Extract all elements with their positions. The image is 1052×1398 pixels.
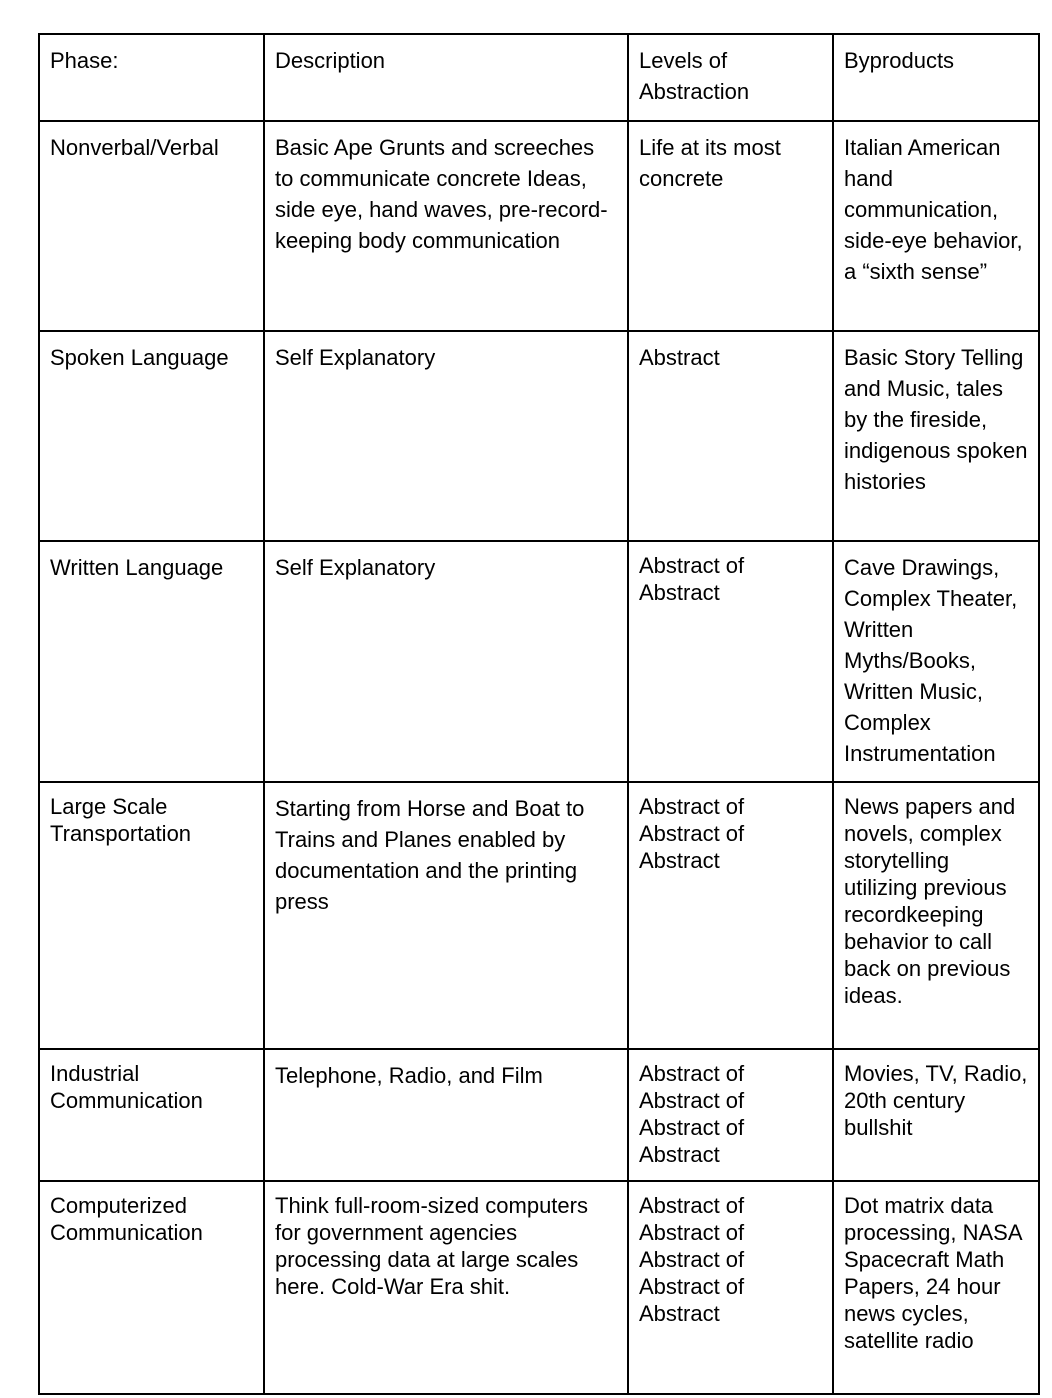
levels-cell: Abstract (628, 331, 833, 541)
byproducts-cell: Dot matrix data processing, NASA Spacecraft Math Papers, 24 hour news cycles, satellite radio (833, 1181, 1039, 1394)
description-cell: Starting from Horse and Boat to Trains and Planes enabled by documentation and the printing press (264, 782, 628, 1049)
table-row (39, 121, 1039, 331)
description-cell: Self Explanatory (264, 541, 628, 782)
phase-cell: Nonverbal/Verbal (39, 121, 264, 331)
header-byproducts: Byproducts (833, 34, 1039, 121)
description-cell: Telephone, Radio, and Film (264, 1049, 628, 1181)
levels-cell: Abstract of Abstract of Abstract of Abstract of Abstract (628, 1181, 833, 1394)
byproducts-cell: News papers and novels, complex storytelling utilizing previous recordkeeping behavior to call back on previous ideas. (833, 782, 1039, 1049)
levels-cell: Abstract of Abstract (628, 541, 833, 782)
table-row (39, 782, 1039, 1049)
table-row (39, 1181, 1039, 1394)
phase-cell: Industrial Communication (39, 1049, 264, 1181)
header-row (39, 34, 1039, 121)
header-phase: Phase: (39, 34, 264, 121)
byproducts-cell: Movies, TV, Radio, 20th century bullshit (833, 1049, 1039, 1181)
description-cell: Self Explanatory (264, 331, 628, 541)
table-row (39, 541, 1039, 782)
description-cell: Think full-room-sized computers for government agencies processing data at large scales here. Cold-War Era shit. (264, 1181, 628, 1394)
byproducts-cell: Basic Story Telling and Music, tales by the fireside, indigenous spoken histories (833, 331, 1039, 541)
phase-cell: Written Language (39, 541, 264, 782)
levels-cell: Life at its most concrete (628, 121, 833, 331)
phase-cell: Spoken Language (39, 331, 264, 541)
byproducts-cell: Cave Drawings, Complex Theater, Written Myths/Books, Written Music, Complex Instrumentation (833, 541, 1039, 782)
phase-cell: Computerized Communication (39, 1181, 264, 1394)
levels-cell: Abstract of Abstract of Abstract (628, 782, 833, 1049)
header-description: Description (264, 34, 628, 121)
table-row (39, 1049, 1039, 1181)
byproducts-cell: Italian American hand communication, side-eye behavior, a “sixth sense” (833, 121, 1039, 331)
levels-cell: Abstract of Abstract of Abstract of Abstract (628, 1049, 833, 1181)
header-levels-of-abstraction: Levels of Abstraction (628, 34, 833, 121)
description-cell: Basic Ape Grunts and screeches to communicate concrete Ideas, side eye, hand waves, pre-record-keeping body communication (264, 121, 628, 331)
table-row (39, 331, 1039, 541)
phase-cell: Large Scale Transportation (39, 782, 264, 1049)
abstraction-phases-table (38, 33, 1040, 1395)
